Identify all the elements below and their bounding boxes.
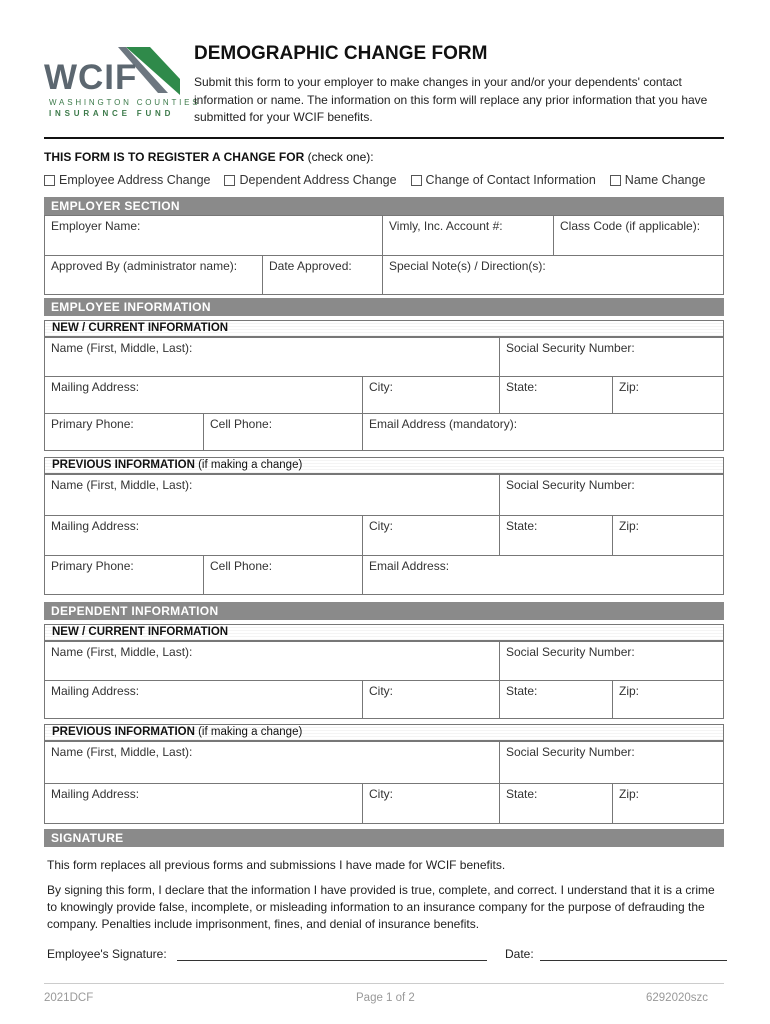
employee-prev-mailing-field[interactable]: Mailing Address: bbox=[51, 519, 140, 533]
dependent-section-bar: DEPENDENT INFORMATION bbox=[44, 602, 724, 620]
dependent-prev-city-field[interactable]: City: bbox=[362, 784, 499, 823]
approved-by-field[interactable]: Approved By (administrator name): bbox=[51, 259, 238, 273]
dependent-prev-zip-field[interactable]: Zip: bbox=[612, 784, 723, 823]
date-approved-field[interactable]: Date Approved: bbox=[262, 256, 382, 294]
signature-statement-1: This form replaces all previous forms and submissions I have made for WCIF benefits. bbox=[47, 858, 506, 872]
page-title: DEMOGRAPHIC CHANGE FORM bbox=[194, 43, 488, 64]
employee-signature-line[interactable] bbox=[177, 960, 487, 961]
logo-subtitle-2: INSURANCE FUND bbox=[49, 109, 175, 118]
footer-revision-code: 6292020szc bbox=[646, 992, 709, 1004]
employee-new-table bbox=[44, 337, 724, 451]
account-field[interactable]: Vimly, Inc. Account #: bbox=[382, 216, 553, 255]
employee-ssn-field[interactable]: Social Security Number: bbox=[499, 338, 723, 376]
checkbox[interactable] bbox=[44, 175, 55, 186]
employee-state-field[interactable]: State: bbox=[499, 377, 612, 413]
employee-prev-email-field[interactable]: Email Address: bbox=[362, 556, 723, 594]
employee-previous-info-header: PREVIOUS INFORMATION (if making a change) bbox=[44, 457, 724, 474]
employer-name-field[interactable]: Employer Name: bbox=[51, 219, 141, 233]
employee-prev-state-field[interactable]: State: bbox=[499, 516, 612, 555]
employee-primary-phone-field[interactable]: Primary Phone: bbox=[51, 417, 134, 431]
employer-table bbox=[44, 215, 724, 295]
special-notes-field[interactable]: Special Note(s) / Direction(s): bbox=[382, 256, 723, 294]
employee-cell-phone-field[interactable]: Cell Phone: bbox=[203, 414, 362, 450]
employee-new-info-header: NEW / CURRENT INFORMATION bbox=[44, 320, 724, 337]
header-divider bbox=[44, 137, 724, 139]
employee-mailing-field[interactable]: Mailing Address: bbox=[51, 380, 140, 394]
employee-section-bar: EMPLOYEE INFORMATION bbox=[44, 298, 724, 316]
intro-text: Submit this form to your employer to make changes in your and/or your dependents' contact information or name. The information on this form will replace any prior information that you have submitted for your WCIF benefits. bbox=[194, 75, 708, 124]
employee-zip-field[interactable]: Zip: bbox=[612, 377, 723, 413]
dependent-ssn-field[interactable]: Social Security Number: bbox=[499, 642, 723, 680]
employee-prev-city-field[interactable]: City: bbox=[362, 516, 499, 555]
option-contact-info[interactable]: Change of Contact Information bbox=[411, 173, 596, 187]
dependent-name-field[interactable]: Name (First, Middle, Last): bbox=[51, 645, 193, 659]
dependent-new-info-header: NEW / CURRENT INFORMATION bbox=[44, 624, 724, 641]
employee-prev-zip-field[interactable]: Zip: bbox=[612, 516, 723, 555]
dependent-mailing-field[interactable]: Mailing Address: bbox=[51, 684, 140, 698]
employee-previous-table bbox=[44, 474, 724, 595]
logo-subtitle-1: WASHINGTON COUNTIES bbox=[49, 98, 201, 107]
footer-page-number: Page 1 of 2 bbox=[356, 992, 415, 1004]
employer-section-bar: EMPLOYER SECTION bbox=[44, 197, 724, 215]
dependent-city-field[interactable]: City: bbox=[362, 681, 499, 718]
footer-form-code: 2021DCF bbox=[44, 992, 94, 1004]
dependent-prev-mailing-field[interactable]: Mailing Address: bbox=[51, 787, 140, 801]
logo-wordmark: WCIF bbox=[44, 58, 138, 97]
employee-city-field[interactable]: City: bbox=[362, 377, 499, 413]
dependent-previous-table bbox=[44, 741, 724, 824]
class-code-field[interactable]: Class Code (if applicable): bbox=[553, 216, 723, 255]
signature-statement-2: By signing this form, I declare that the information I have provided is true, complete, and correct. I understand that it is a crime to knowingly provide false, incomplete, or misleading information to an insurance company for the purpose of defrauding the company. Penalties include imprisonment, fines, and denial of insurance benefits. bbox=[47, 883, 715, 931]
option-dependent-address[interactable]: Dependent Address Change bbox=[224, 173, 396, 187]
employee-prev-ssn-field[interactable]: Social Security Number: bbox=[499, 475, 723, 515]
date-label: Date: bbox=[505, 947, 534, 961]
checkbox[interactable] bbox=[411, 175, 422, 186]
checkbox[interactable] bbox=[610, 175, 621, 186]
option-name-change[interactable]: Name Change bbox=[610, 173, 706, 187]
dependent-new-table bbox=[44, 641, 724, 719]
employee-prev-primary-phone-field[interactable]: Primary Phone: bbox=[51, 559, 134, 573]
date-line[interactable] bbox=[540, 960, 727, 961]
dependent-zip-field[interactable]: Zip: bbox=[612, 681, 723, 718]
change-type-options bbox=[44, 173, 734, 187]
dependent-prev-name-field[interactable]: Name (First, Middle, Last): bbox=[51, 745, 193, 759]
employee-name-field[interactable]: Name (First, Middle, Last): bbox=[51, 341, 193, 355]
dependent-prev-state-field[interactable]: State: bbox=[499, 784, 612, 823]
dependent-state-field[interactable]: State: bbox=[499, 681, 612, 718]
employee-prev-name-field[interactable]: Name (First, Middle, Last): bbox=[51, 478, 193, 492]
signature-section-bar: SIGNATURE bbox=[44, 829, 724, 847]
dependent-previous-info-header: PREVIOUS INFORMATION (if making a change) bbox=[44, 724, 724, 741]
dependent-prev-ssn-field[interactable]: Social Security Number: bbox=[499, 742, 723, 783]
checkbox[interactable] bbox=[224, 175, 235, 186]
footer-divider bbox=[44, 983, 724, 984]
employee-email-field[interactable]: Email Address (mandatory): bbox=[362, 414, 723, 450]
option-employee-address[interactable]: Employee Address Change bbox=[44, 173, 210, 187]
register-title: THIS FORM IS TO REGISTER A CHANGE FOR (check one): bbox=[44, 150, 374, 164]
employee-prev-cell-phone-field[interactable]: Cell Phone: bbox=[203, 556, 362, 594]
employee-signature-label: Employee's Signature: bbox=[47, 947, 167, 961]
